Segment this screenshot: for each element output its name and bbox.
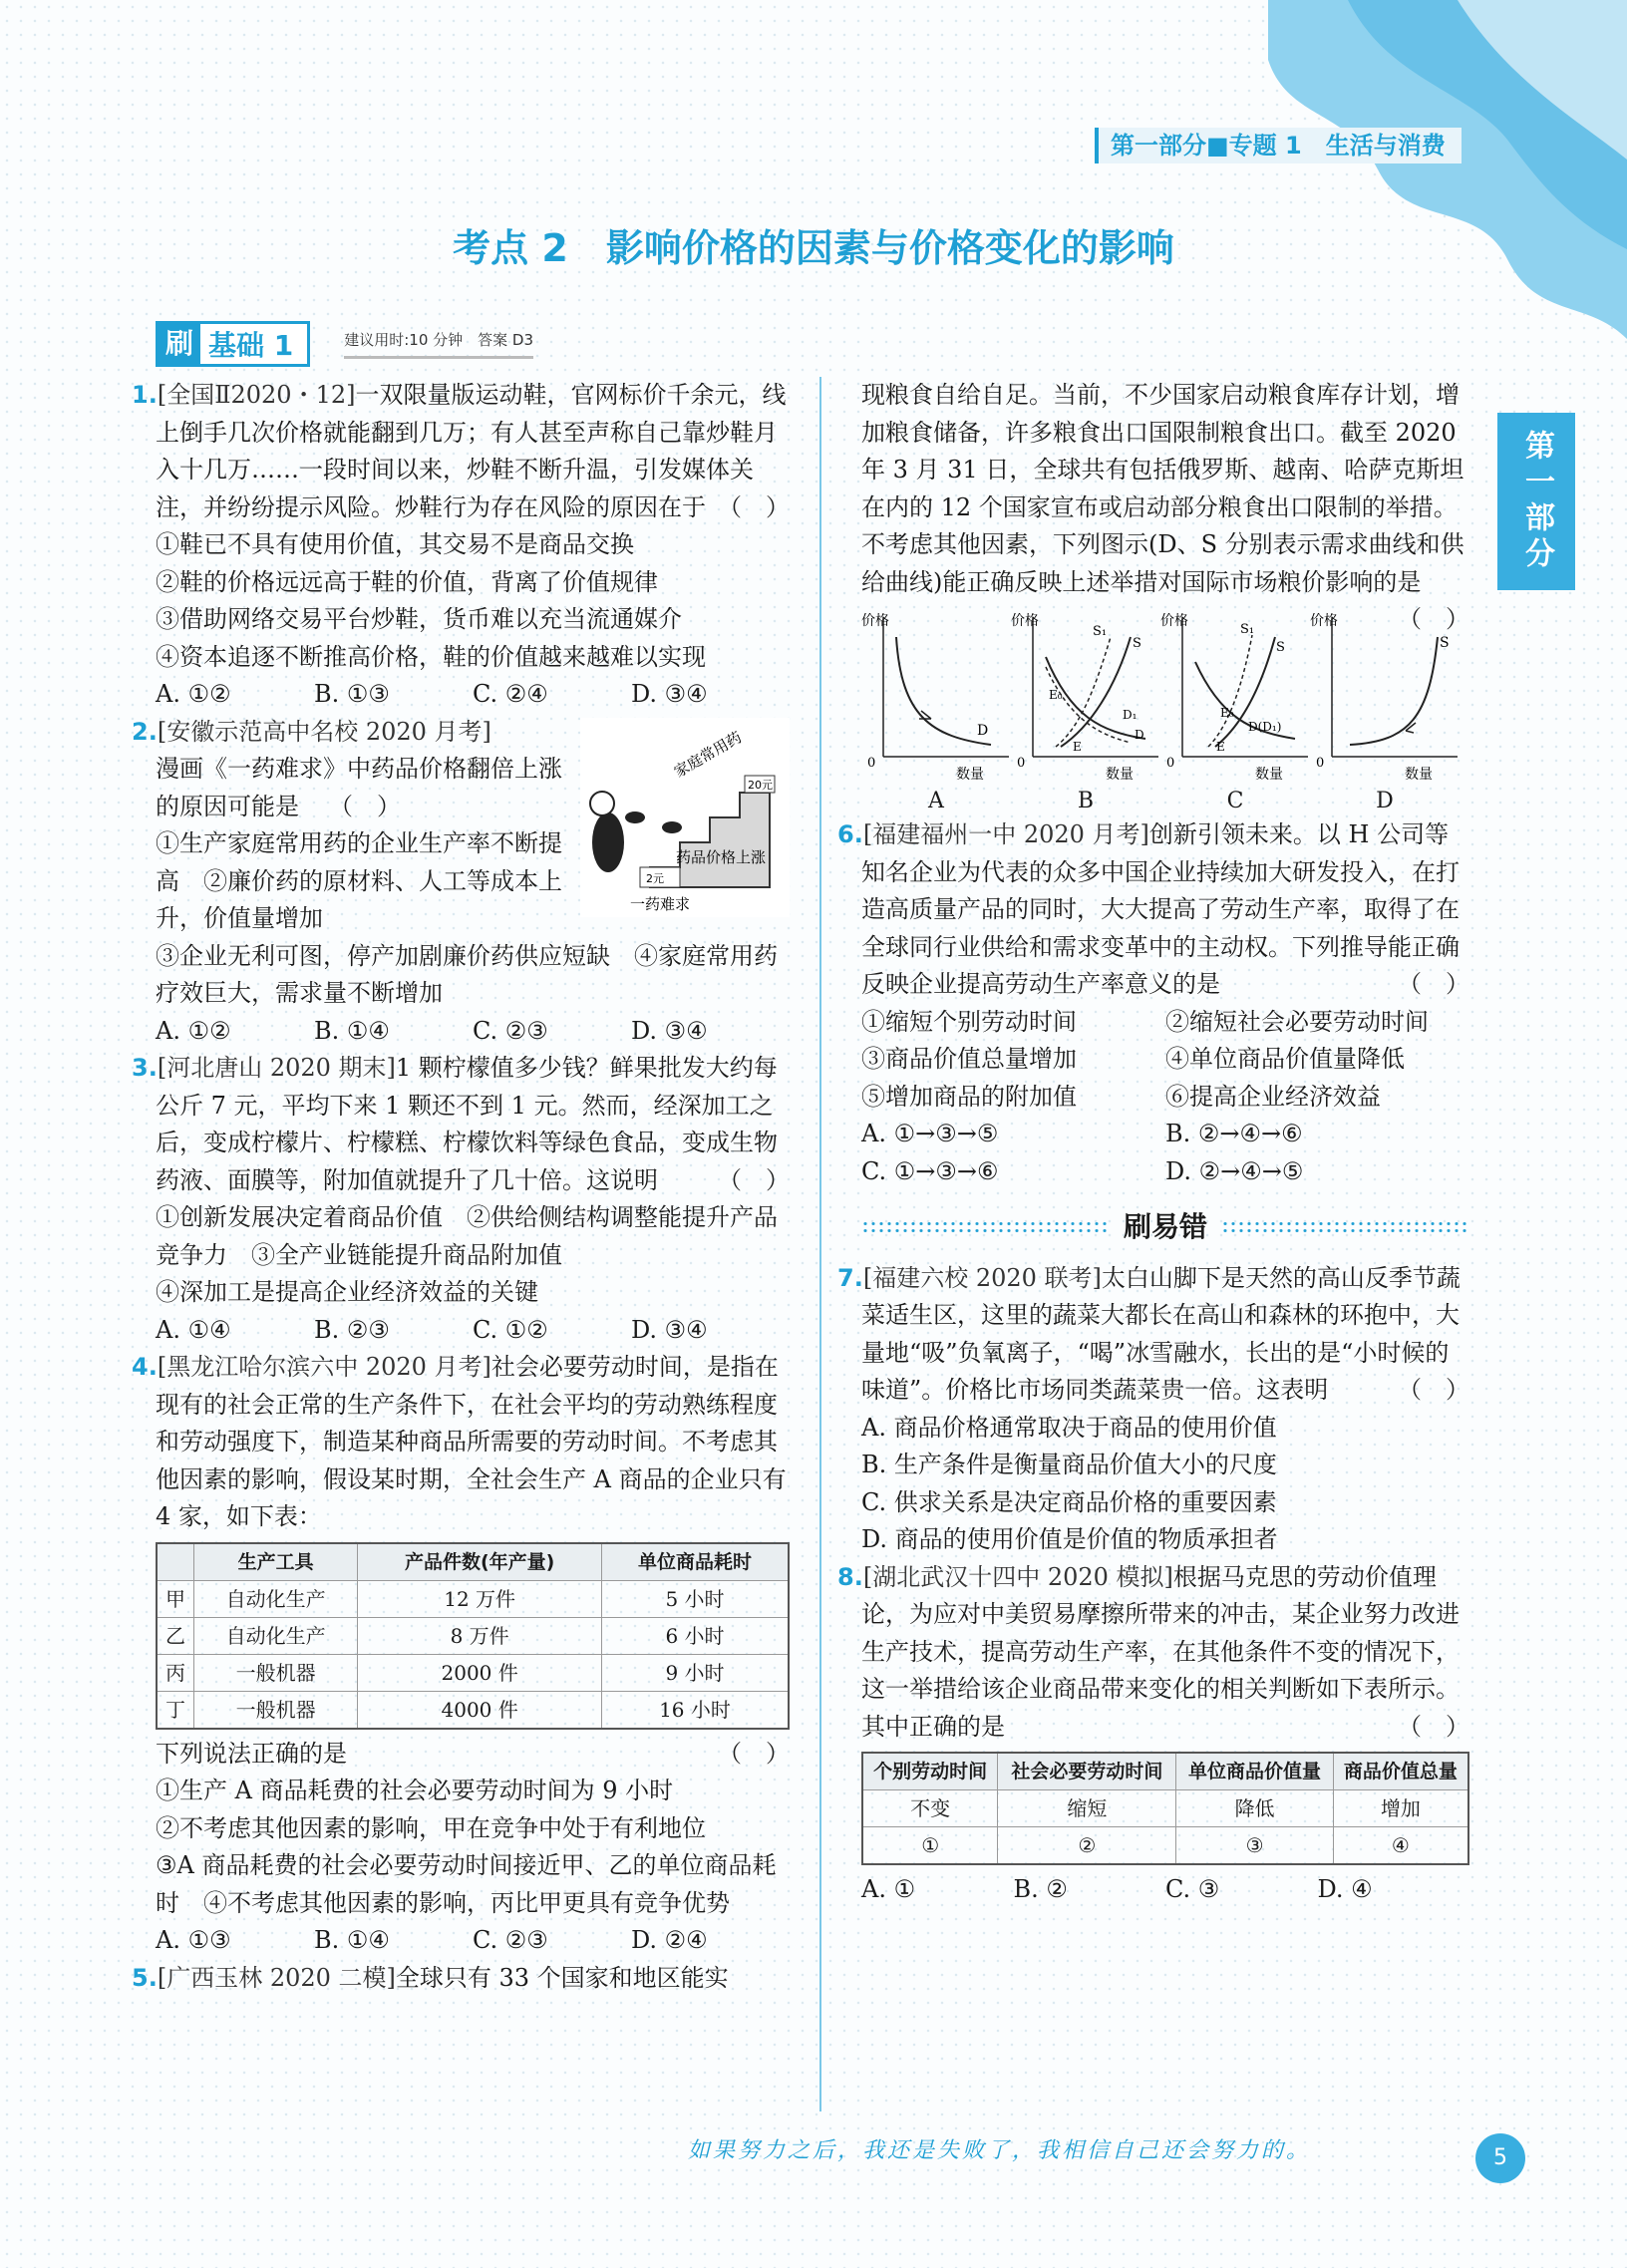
judgement-table xyxy=(861,1752,1469,1865)
dotted-rule-right xyxy=(1221,1220,1469,1234)
table-header: 单位商品价值量 xyxy=(1176,1753,1333,1790)
question-ask: 下列说法正确的是 xyxy=(156,1739,347,1768)
table-header: 单位商品耗时 xyxy=(601,1543,789,1581)
error-section-title: 刷易错 xyxy=(1124,1210,1208,1243)
question-stem: 一双限量版运动鞋，官网标价千余元，线上倒手几次价格就能翻到几万；有人甚至声称自己靠炒鞋月入十几万……一段时间以来，炒鞋不断升温，引发媒体关注，并纷纷提示风险。炒鞋行为存在风险的原因在于 xyxy=(156,381,787,521)
question-stem: 现粮食自给自足。当前，不少国家启动粮食库存计划，增加粮食储备，许多粮食出口国限制粮食出口。截至 2020 年 3 月 31 日，全球共有包括俄罗斯、越南、哈萨克斯坦在内的 12 个国家宣布或启动部分粮食出口限制的举措。不考虑其他因素，下列图示(D、S 分别表示需求曲线和供给曲线)能正确反映上述举措对国际市场粮价影响的是 xyxy=(861,381,1464,596)
options xyxy=(861,1871,1469,1909)
graph-c-chart xyxy=(1160,607,1310,787)
option-c[interactable]: C. 供求关系是决定商品价格的重要因素 xyxy=(861,1487,1277,1516)
footer-motto: 如果努力之后，我还是失败了，我相信自己还会努力的。 xyxy=(688,2138,1312,2163)
table-cell: 丙 xyxy=(157,1654,193,1691)
option-c[interactable]: C. ③ xyxy=(1165,1875,1220,1903)
answer-paren: （ ） xyxy=(718,1739,790,1768)
curve-s-label: S xyxy=(1440,635,1450,651)
section-note: 建议用时:10 分钟 答案 D3 xyxy=(344,329,533,359)
table-cell: ① xyxy=(862,1827,998,1865)
answer-paren: （ ） xyxy=(718,1165,790,1194)
option-b[interactable]: B. ①③ xyxy=(314,680,390,708)
axis-x-label: 数量 xyxy=(1255,767,1283,783)
table-cell: 丁 xyxy=(157,1691,193,1729)
table-header: 商品价值总量 xyxy=(1333,1753,1468,1790)
curve-d-label: D xyxy=(977,723,989,739)
error-section-header xyxy=(861,1208,1469,1246)
option-a[interactable]: A. ①② xyxy=(156,680,231,708)
table-cell: ④ xyxy=(1333,1827,1468,1865)
option-d[interactable]: D. ③④ xyxy=(631,1016,708,1045)
options xyxy=(861,1116,1469,1190)
options xyxy=(156,1013,790,1051)
curve-s1-label: S₁ xyxy=(1240,622,1255,637)
table-row xyxy=(862,1827,1468,1865)
table-cell: 2000 件 xyxy=(358,1654,602,1691)
price-rise-label: 药品价格上涨 xyxy=(676,847,767,866)
table-cell: 乙 xyxy=(157,1617,193,1654)
statement: ④单位商品价值量降低 xyxy=(1165,1045,1405,1073)
statement: ①鞋已不具有使用价值，其交易不是商品交换 xyxy=(156,530,634,558)
curve-s1-label: S₁ xyxy=(1093,624,1108,639)
option-d[interactable]: D. ②④ xyxy=(631,1926,708,1954)
option-b[interactable]: B. ②→④→⑥ xyxy=(1165,1120,1303,1147)
header-breadcrumb: 第一部分■专题 1 生活与消费 xyxy=(1095,128,1462,163)
table-cell: 16 小时 xyxy=(601,1691,789,1729)
question-source: [黑龙江哈尔滨六中 2020 月考] xyxy=(157,1353,491,1381)
table-cell: 甲 xyxy=(157,1580,193,1617)
question-5-start xyxy=(132,1960,790,1998)
table-cell: 12 万件 xyxy=(358,1580,602,1617)
option-a[interactable]: A. ①④ xyxy=(156,1315,231,1344)
graph-a-chart xyxy=(861,607,1011,787)
table-cell: 8 万件 xyxy=(358,1617,602,1654)
table-row xyxy=(157,1691,789,1729)
statement: ④深加工是提高企业经济效益的关键 xyxy=(156,1278,538,1306)
question-8 xyxy=(837,1559,1469,1909)
graph-label: C xyxy=(1226,789,1244,813)
table-cell: 6 小时 xyxy=(601,1617,789,1654)
question-source: [全国Ⅱ2020・12] xyxy=(157,381,356,409)
option-a[interactable]: A. ①② xyxy=(156,1016,231,1045)
option-c[interactable]: C. ②③ xyxy=(473,1926,548,1954)
question-source: [河北唐山 2020 期末] xyxy=(157,1054,396,1082)
answer-paren: （ ） xyxy=(1398,970,1469,998)
statement: ①创新发展决定着商品价值 ②供给侧结构调整能提升产品竞争力 ③全产业链能提升商品附加值 xyxy=(156,1203,778,1269)
point-e0-label: E₀ xyxy=(1220,706,1234,720)
question-number: 3. xyxy=(132,1054,158,1082)
table-row xyxy=(157,1617,789,1654)
left-column xyxy=(132,377,790,1997)
table-cell: 5 小时 xyxy=(601,1580,789,1617)
cartoon-caption: 一药难求 xyxy=(630,894,691,913)
curve-s-label: S xyxy=(1276,640,1285,655)
brush-stroke-decoration xyxy=(1208,0,1627,349)
origin-label: 0 xyxy=(1166,756,1175,771)
question-3 xyxy=(132,1050,790,1349)
point-e-label: E xyxy=(1073,740,1082,754)
table-cell: 缩短 xyxy=(998,1790,1176,1827)
option-d[interactable]: D. ③④ xyxy=(631,1315,708,1344)
question-stem: 1 颗柠檬值多少钱？鲜果批发大约每公斤 7 元，平均下来 1 颗还不到 1 元。然而，经深加工之后，变成柠檬片、柠檬糕、柠檬饮料等绿色食品，变成生物药液、面膜等，附加值就提升了几十倍。这说明 xyxy=(156,1054,778,1194)
table-cell: 自动化生产 xyxy=(193,1617,357,1654)
question-number: 8. xyxy=(837,1562,863,1591)
dotted-rule-left xyxy=(861,1220,1110,1234)
section-label: 基础 1 xyxy=(208,329,294,362)
graph-d-chart xyxy=(1310,607,1460,787)
axis-y-label: 价格 xyxy=(1310,613,1338,629)
question-stem: 全球只有 33 个国家和地区能实 xyxy=(395,1963,729,1992)
table-cell: 4000 件 xyxy=(358,1691,602,1729)
question-stem: 创新引领未来。以 H 公司等知名企业为代表的众多中国企业持续加大研发投入，在打造高质量产品的同时，大大提高了劳动生产率，取得了在全球同行业供给和需求变革中的主动权。下列推导能正确反映企业提高劳动生产率意义的是 xyxy=(861,820,1460,998)
option-c[interactable]: C. ①② xyxy=(473,1315,548,1344)
statement: ③A 商品耗费的社会必要劳动时间接近甲、乙的单位商品耗时 ④不考虑其他因素的影响，丙比甲更具有竞争优势 xyxy=(156,1851,777,1917)
statement: ②鞋的价格远远高于鞋的价值，背离了价值规律 xyxy=(156,567,658,596)
graph-b[interactable] xyxy=(1011,607,1160,816)
answer-paren: （ ） xyxy=(718,492,790,521)
question-source: [安徽示范高中名校 2020 月考] xyxy=(157,717,491,746)
option-c[interactable]: C. ②③ xyxy=(473,1016,548,1045)
option-a[interactable]: A. 商品价格通常取决于商品的使用价值 xyxy=(861,1413,1277,1442)
statements xyxy=(861,1004,1469,1117)
graph-label: B xyxy=(1077,789,1095,813)
page-number: 5 xyxy=(1475,2133,1525,2183)
axis-x-label: 数量 xyxy=(956,767,984,783)
enterprise-table xyxy=(156,1542,790,1730)
graph-b-chart xyxy=(1011,607,1160,787)
question-1 xyxy=(132,377,790,714)
curve-dd1-label: D(D₁) xyxy=(1248,720,1282,734)
graph-a[interactable] xyxy=(861,607,1011,816)
options xyxy=(156,676,790,714)
origin-label: 0 xyxy=(1316,756,1325,771)
table-cell: 增加 xyxy=(1333,1790,1468,1827)
curve-d1-label: D₁ xyxy=(1123,708,1138,722)
question-source: [湖北武汉十四中 2020 模拟] xyxy=(862,1562,1173,1591)
option-b[interactable]: B. ②③ xyxy=(314,1315,390,1344)
option-d[interactable]: D. ④ xyxy=(1317,1875,1373,1903)
question-source: [广西玉林 2020 二模] xyxy=(157,1963,396,1992)
table-row xyxy=(157,1654,789,1691)
table-header: 社会必要劳动时间 xyxy=(998,1753,1176,1790)
question-number: 1. xyxy=(132,381,158,409)
table-header: 个别劳动时间 xyxy=(862,1753,998,1790)
question-number: 7. xyxy=(837,1263,863,1292)
option-d[interactable]: D. 商品的使用价值是价值的物质承担者 xyxy=(861,1525,1278,1553)
question-7 xyxy=(837,1260,1469,1559)
statement: ①生产 A 商品耗费的社会必要劳动时间为 9 小时 xyxy=(156,1777,674,1804)
answer-paren: （ ） xyxy=(1398,605,1469,633)
answer-paren: （ ） xyxy=(1398,1712,1469,1741)
option-b[interactable]: B. ② xyxy=(1013,1875,1068,1903)
statement: ①生产家庭常用药的企业生产率不断提高 ②廉价药的原材料、人工等成本上升，价值量增加 xyxy=(156,829,562,932)
question-6 xyxy=(837,816,1469,1190)
statement: ③企业无利可图，停产加剧廉价药供应短缺 ④家庭常用药疗效巨大，需求量不断增加 xyxy=(156,941,778,1007)
table-header-row xyxy=(157,1543,789,1581)
axis-y-label: 价格 xyxy=(861,613,889,629)
axis-y-label: 价格 xyxy=(1160,613,1188,629)
table-header: 产品件数(年产量) xyxy=(358,1543,602,1581)
question-4 xyxy=(132,1349,790,1960)
question-2 xyxy=(132,714,790,1051)
question-stem: 根据马克思的劳动价值理论，为应对中美贸易摩擦所带来的冲击，某企业努力改进生产技术，提高劳动生产率，在其他条件不变的情况下，这一举措给该企业商品带来变化的相关判断如下表所示。其中正确的是 xyxy=(861,1562,1460,1741)
axis-x-label: 数量 xyxy=(1405,767,1433,783)
question-stem: 太白山脚下是天然的高山反季节蔬菜适生区，这里的蔬菜大都长在高山和森林的环抱中，大量地“吸”负氧离子，“喝”冰雪融水，长出的是“小时候的味道”。价格比市场同类蔬菜贵一倍。这表明 xyxy=(861,1263,1461,1404)
table-header-row xyxy=(862,1753,1468,1790)
table-header xyxy=(157,1543,193,1581)
option-a[interactable]: A. ①③ xyxy=(156,1926,231,1954)
question-source: [福建福州一中 2020 月考] xyxy=(862,820,1149,848)
table-row xyxy=(862,1790,1468,1827)
table-cell: ③ xyxy=(1176,1827,1333,1865)
origin-label: 0 xyxy=(1017,756,1026,771)
option-c[interactable]: C. ②④ xyxy=(473,680,548,708)
option-b[interactable]: B. 生产条件是衡量商品价值大小的尺度 xyxy=(861,1451,1277,1478)
brush-icon: 刷 xyxy=(159,324,200,364)
table-header: 生产工具 xyxy=(193,1543,357,1581)
table-row xyxy=(157,1580,789,1617)
answer-paren: （ ） xyxy=(329,792,401,820)
statement: ③商品价值总量增加 xyxy=(861,1045,1077,1073)
statement: ③借助网络交易平台炒鞋，货币难以充当流通媒介 xyxy=(156,605,682,633)
option-b[interactable]: B. ①④ xyxy=(314,1926,390,1954)
price-low-label: 2元 xyxy=(646,871,664,885)
graph-c[interactable] xyxy=(1160,607,1310,816)
origin-label: 0 xyxy=(867,756,876,771)
option-b[interactable]: B. ①④ xyxy=(314,1016,390,1045)
table-cell: 9 小时 xyxy=(601,1654,789,1691)
answer-paren: （ ） xyxy=(1398,1376,1469,1404)
statement: ④资本追逐不断推高价格，鞋的价值越来越难以实现 xyxy=(156,642,706,671)
option-a[interactable]: A. ①→③→⑤ xyxy=(861,1120,999,1147)
side-tab: 第一部分 xyxy=(1497,413,1575,590)
axis-x-label: 数量 xyxy=(1106,767,1134,783)
point-e-label: E xyxy=(1216,740,1225,754)
question-stem: 漫画《一药难求》中药品价格翻倍上涨的原因可能是 xyxy=(156,755,562,820)
question-number: 5. xyxy=(132,1963,158,1992)
cartoon-medicine-stairs xyxy=(580,718,790,917)
graph-d[interactable] xyxy=(1310,607,1460,816)
right-column xyxy=(837,377,1469,1909)
question-number: 4. xyxy=(132,1353,158,1381)
column-divider xyxy=(819,377,821,2111)
question-source: [福建六校 2020 联考] xyxy=(862,1263,1102,1292)
graph-label: D xyxy=(1376,789,1394,813)
graph-label: A xyxy=(928,789,944,813)
axis-y-label: 价格 xyxy=(1011,613,1039,629)
price-high-label: 20元 xyxy=(748,778,773,792)
curve-s-label: S xyxy=(1133,636,1141,651)
badge-box xyxy=(156,321,310,367)
question-5-continued xyxy=(861,377,1469,816)
option-c[interactable]: C. ①→③→⑥ xyxy=(861,1156,999,1185)
statement: ②缩短社会必要劳动时间 xyxy=(1165,1007,1429,1036)
curve-d-label: D xyxy=(1135,728,1144,742)
options xyxy=(156,1922,790,1960)
statement: ⑤增加商品的附加值 xyxy=(861,1082,1077,1111)
statement: ②不考虑其他因素的影响，甲在竞争中处于有利地位 xyxy=(156,1813,706,1842)
question-number: 6. xyxy=(837,820,863,848)
option-d[interactable]: D. ③④ xyxy=(631,680,708,708)
common-medicine-label: 家庭常用药 xyxy=(671,727,745,781)
question-stem: 社会必要劳动时间，是指在现有的社会正常的生产条件下，在社会平均的劳动熟练程度和劳动强度下，制造某种商品所需要的劳动时间。不考虑其他因素的影响，假设某时期，全社会生产 A 商品的企业只有 4 家，如下表： xyxy=(156,1353,787,1530)
page-title: 考点 2 影响价格的因素与价格变化的影响 xyxy=(453,226,1174,270)
statement: ①缩短个别劳动时间 xyxy=(861,1007,1077,1036)
table-cell: 不变 xyxy=(862,1790,998,1827)
point-e0-label: E₀ xyxy=(1049,688,1063,702)
table-cell: 降低 xyxy=(1176,1790,1333,1827)
option-a[interactable]: A. ① xyxy=(861,1875,916,1903)
options xyxy=(156,1312,790,1350)
table-cell: 一般机器 xyxy=(193,1654,357,1691)
section-badge xyxy=(156,321,533,367)
supply-demand-graphs xyxy=(861,607,1450,816)
statement: ⑥提高企业经济效益 xyxy=(1165,1082,1381,1111)
table-cell: 自动化生产 xyxy=(193,1580,357,1617)
question-number: 2. xyxy=(132,717,158,746)
option-d[interactable]: D. ②→④→⑤ xyxy=(1165,1156,1304,1185)
table-cell: 一般机器 xyxy=(193,1691,357,1729)
table-cell: ② xyxy=(998,1827,1176,1865)
